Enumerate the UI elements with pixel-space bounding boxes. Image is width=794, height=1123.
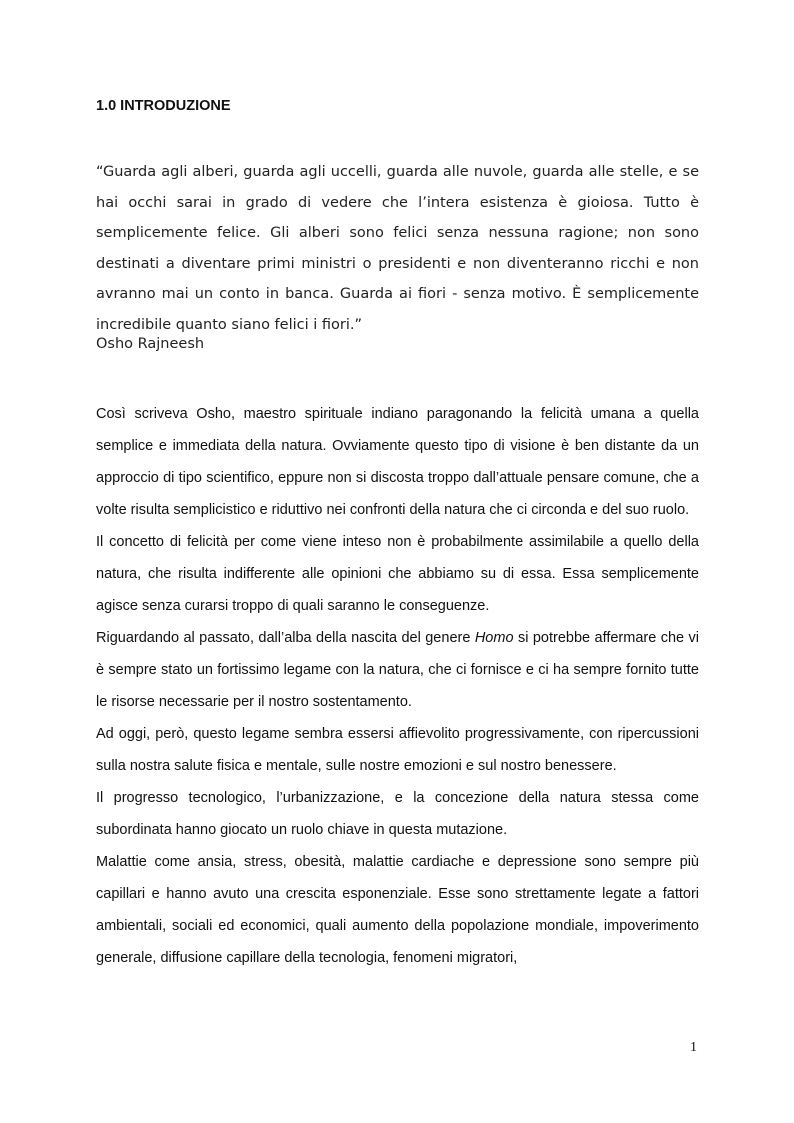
paragraph-3-start: Riguardando al passato, dall’alba della nascita del genere (96, 630, 475, 646)
paragraph-3-end: si potrebbe affermare che vi è sempre stato un fortissimo legame con la natura, che ci fornisce e ci ha sempre fornito tutte le risorse necessarie per il nostro sostentamento. (96, 630, 699, 710)
opening-quote: “Guarda agli alberi, guarda agli uccelli, guarda alle nuvole, guarda alle stelle, e se hai occhi sarai in grado di vedere che l’intera esistenza è gioiosa. Tutto è semplicemente felice. Gli alberi sono felici senza nessuna ragione; non sono destinati a diventare primi ministri o presidenti e non diventeranno ricchi e non avranno mai un conto in banca. Guarda ai fiori - senza motivo. È semplicemente incredibile quanto siano felici i fiori.” (96, 164, 699, 333)
paragraph-2: Il concetto di felicità per come viene inteso non è probabilmente assimilabile a quello della natura, che risulta indifferente alle opinioni che abbiamo su di essa. Essa semplicemente agisce senza curarsi troppo di quali saranno le conseguenze. (96, 534, 699, 614)
genus-homo: Homo (474, 630, 514, 646)
section-heading: 1.0 INTRODUZIONE (96, 98, 231, 114)
body-text (96, 398, 699, 974)
paragraph-1: Così scriveva Osho, maestro spirituale indiano paragonando la felicità umana a quella semplice e immediata della natura. Ovviamente questo tipo di visione è ben distante da un approccio di tipo scientifico, eppure non si discosta troppo dall’attuale pensare comune, che a volte risulta semplicistico e riduttivo nei confronti della natura che ci circonda e del suo ruolo. (96, 406, 699, 518)
page-number: 1 (690, 1040, 697, 1055)
paragraph-3 (96, 622, 699, 718)
paragraph-4: Ad oggi, però, questo legame sembra essersi affievolito progressivamente, con ripercussioni sulla nostra salute fisica e mentale, sulle nostre emozioni e sul nostro benessere. (96, 726, 699, 774)
paragraph-6: Malattie come ansia, stress, obesità, malattie cardiache e depressione sono sempre più capillari e hanno avuto una crescita esponenziale. Esse sono strettamente legate a fattori ambientali, sociali ed economici, quali aumento della popolazione mondiale, impoverimento generale, diffusione capillare della tecnologia, fenomeni migratori, (96, 854, 699, 966)
quote-author: Osho Rajneesh (96, 336, 205, 352)
paragraph-5: Il progresso tecnologico, l’urbanizzazione, e la concezione della natura stessa come subordinata hanno giocato un ruolo chiave in questa mutazione. (96, 790, 699, 838)
